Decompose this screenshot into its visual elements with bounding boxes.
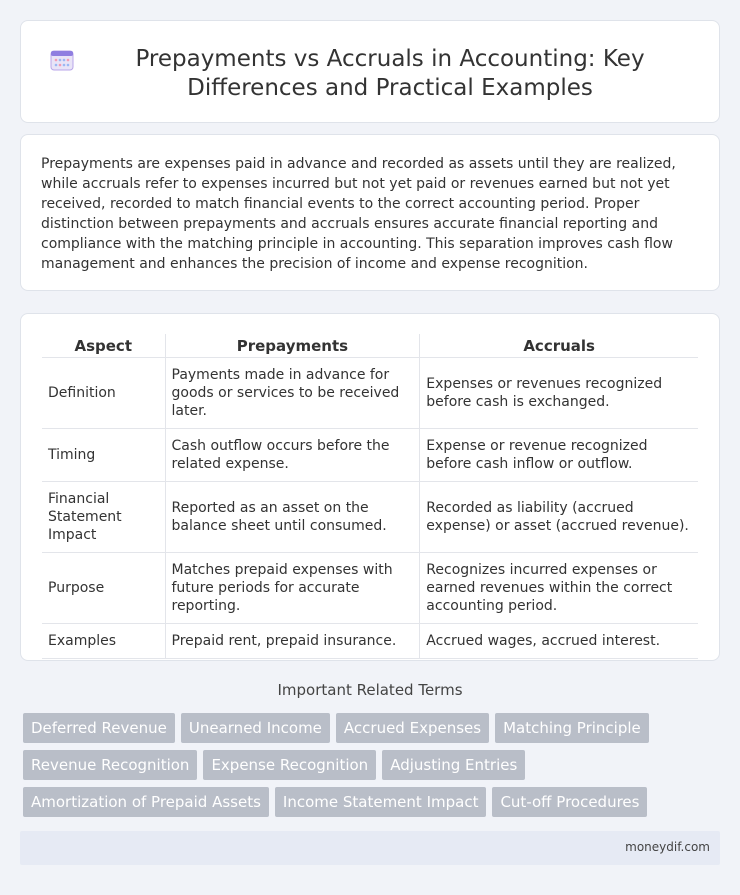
term-tag[interactable]: Cut-off Procedures — [492, 787, 647, 817]
page-title: Prepayments vs Accruals in Accounting: Key Differences and Practical Examples — [135, 46, 645, 101]
cell-aspect: Financial Statement Impact — [42, 482, 165, 553]
term-tag[interactable]: Amortization of Prepaid Assets — [23, 787, 269, 817]
table-row — [42, 624, 698, 659]
cell-prepayments: Cash outflow occurs before the related expense. — [165, 429, 420, 482]
intro-card — [20, 134, 720, 291]
term-tag[interactable]: Accrued Expenses — [336, 713, 489, 743]
term-tag[interactable]: Unearned Income — [181, 713, 330, 743]
title-card — [20, 20, 720, 123]
term-tag[interactable]: Income Statement Impact — [275, 787, 487, 817]
cell-prepayments: Payments made in advance for goods or services to be received later. — [165, 358, 420, 429]
cell-prepayments: Matches prepaid expenses with future periods for accurate reporting. — [165, 553, 420, 624]
cell-aspect: Timing — [42, 429, 165, 482]
term-tag[interactable]: Matching Principle — [495, 713, 649, 743]
site-link[interactable]: moneydif.com — [625, 840, 710, 854]
related-terms-list — [23, 713, 723, 817]
comparison-table — [42, 334, 698, 659]
intro-paragraph: Prepayments are expenses paid in advance and recorded as assets until they are realized, while accruals refer to expenses incurred but not yet paid or revenues earned but not yet received, recorded to match financial events to the correct accounting period. Proper distinction between prepayments and accruals ensures accurate financial reporting and compliance with the matching principle in accounting. This separation improves cash flow management and enhances the precision of income and expense recognition. — [41, 156, 676, 272]
header-aspect: Aspect — [42, 334, 165, 358]
table-row — [42, 553, 698, 624]
table-header-row — [42, 334, 698, 358]
related-terms-heading: Important Related Terms — [277, 681, 463, 699]
term-tag[interactable]: Adjusting Entries — [382, 750, 525, 780]
cell-aspect: Definition — [42, 358, 165, 429]
calendar-icon — [50, 49, 74, 71]
cell-prepayments: Prepaid rent, prepaid insurance. — [165, 624, 420, 659]
cell-accruals: Recognizes incurred expenses or earned revenues within the correct accounting period. — [420, 553, 698, 624]
cell-aspect: Purpose — [42, 553, 165, 624]
cell-accruals: Accrued wages, accrued interest. — [420, 624, 698, 659]
header-prepayments: Prepayments — [165, 334, 420, 358]
cell-accruals: Recorded as liability (accrued expense) or asset (accrued revenue). — [420, 482, 698, 553]
term-tag[interactable]: Deferred Revenue — [23, 713, 175, 743]
table-row — [42, 358, 698, 429]
header-accruals: Accruals — [420, 334, 698, 358]
comparison-table-card — [20, 313, 720, 661]
footer — [20, 831, 720, 865]
table-row — [42, 429, 698, 482]
cell-prepayments: Reported as an asset on the balance sheet until consumed. — [165, 482, 420, 553]
table-row — [42, 482, 698, 553]
cell-accruals: Expenses or revenues recognized before cash is exchanged. — [420, 358, 698, 429]
term-tag[interactable]: Revenue Recognition — [23, 750, 197, 780]
cell-accruals: Expense or revenue recognized before cash inflow or outflow. — [420, 429, 698, 482]
cell-aspect: Examples — [42, 624, 165, 659]
term-tag[interactable]: Expense Recognition — [203, 750, 376, 780]
